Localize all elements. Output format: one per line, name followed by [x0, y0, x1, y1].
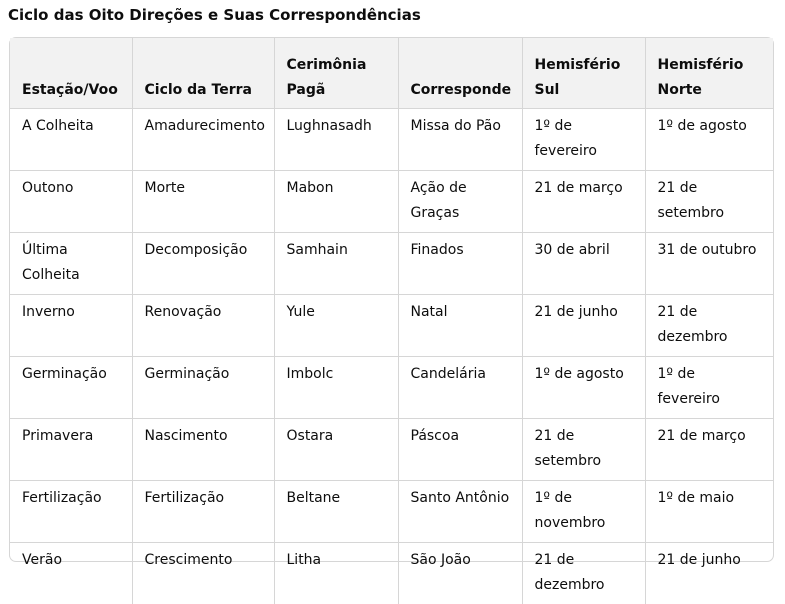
- cell-hemisferio-norte: 21 de março: [645, 419, 773, 481]
- cell-hemisferio-sul: 1º de novembro: [522, 481, 645, 543]
- cell-hemisferio-norte: 1º de maio: [645, 481, 773, 543]
- table-row: [10, 481, 773, 543]
- cell-ciclo: Nascimento: [132, 419, 274, 481]
- header-row: [10, 38, 773, 109]
- cell-hemisferio-sul: 1º de agosto: [522, 357, 645, 419]
- cell-ciclo: Germinação: [132, 357, 274, 419]
- cell-estacao: Germinação: [10, 357, 132, 419]
- cell-ciclo: Morte: [132, 171, 274, 233]
- cell-ciclo: Crescimento: [132, 543, 274, 604]
- header-cerimonia: Cerimônia Pagã: [274, 38, 398, 109]
- cell-hemisferio-sul: 30 de abril: [522, 233, 645, 295]
- cell-corresponde: Ação de Graças: [398, 171, 522, 233]
- table-row: [10, 295, 773, 357]
- cell-corresponde: Santo Antônio: [398, 481, 522, 543]
- cell-estacao: A Colheita: [10, 109, 132, 171]
- cell-corresponde: Páscoa: [398, 419, 522, 481]
- cell-hemisferio-norte: 31 de outubro: [645, 233, 773, 295]
- cell-hemisferio-sul: 21 de dezembro: [522, 543, 645, 604]
- header-ciclo: Ciclo da Terra: [132, 38, 274, 109]
- cell-estacao: Última Colheita: [10, 233, 132, 295]
- cell-cerimonia: Lughnasadh: [274, 109, 398, 171]
- cell-estacao: Verão: [10, 543, 132, 604]
- cell-corresponde: Candelária: [398, 357, 522, 419]
- table-row: [10, 233, 773, 295]
- table-row: [10, 419, 773, 481]
- cell-hemisferio-sul: 21 de março: [522, 171, 645, 233]
- cell-ciclo: Amadurecimento: [132, 109, 274, 171]
- cell-hemisferio-sul: 1º de fevereiro: [522, 109, 645, 171]
- cell-hemisferio-sul: 21 de junho: [522, 295, 645, 357]
- cell-cerimonia: Mabon: [274, 171, 398, 233]
- cell-cerimonia: Imbolc: [274, 357, 398, 419]
- table-row: [10, 357, 773, 419]
- cell-corresponde: Finados: [398, 233, 522, 295]
- cell-hemisferio-sul: 21 de setembro: [522, 419, 645, 481]
- cell-cerimonia: Litha: [274, 543, 398, 604]
- correspondence-table: [9, 37, 774, 562]
- cell-hemisferio-norte: 21 de junho: [645, 543, 773, 604]
- table-row: [10, 543, 773, 604]
- cell-estacao: Fertilização: [10, 481, 132, 543]
- data-table: [10, 38, 773, 604]
- cell-estacao: Outono: [10, 171, 132, 233]
- cell-hemisferio-norte: 21 de dezembro: [645, 295, 773, 357]
- cell-cerimonia: Yule: [274, 295, 398, 357]
- table-body: [10, 109, 773, 604]
- table-row: [10, 171, 773, 233]
- cell-estacao: Primavera: [10, 419, 132, 481]
- page-title: Ciclo das Oito Direções e Suas Correspondências: [8, 5, 421, 25]
- cell-cerimonia: Beltane: [274, 481, 398, 543]
- cell-corresponde: São João: [398, 543, 522, 604]
- header-hemisferio-norte: Hemisfério Norte: [645, 38, 773, 109]
- header-corresponde: Corresponde: [398, 38, 522, 109]
- header-estacao: Estação/Voo: [10, 38, 132, 109]
- cell-hemisferio-norte: 1º de agosto: [645, 109, 773, 171]
- cell-hemisferio-norte: 21 de setembro: [645, 171, 773, 233]
- cell-hemisferio-norte: 1º de fevereiro: [645, 357, 773, 419]
- cell-cerimonia: Samhain: [274, 233, 398, 295]
- cell-ciclo: Decomposição: [132, 233, 274, 295]
- cell-corresponde: Missa do Pão: [398, 109, 522, 171]
- cell-corresponde: Natal: [398, 295, 522, 357]
- cell-cerimonia: Ostara: [274, 419, 398, 481]
- table-row: [10, 109, 773, 171]
- cell-ciclo: Fertilização: [132, 481, 274, 543]
- header-hemisferio-sul: Hemisfério Sul: [522, 38, 645, 109]
- cell-estacao: Inverno: [10, 295, 132, 357]
- cell-ciclo: Renovação: [132, 295, 274, 357]
